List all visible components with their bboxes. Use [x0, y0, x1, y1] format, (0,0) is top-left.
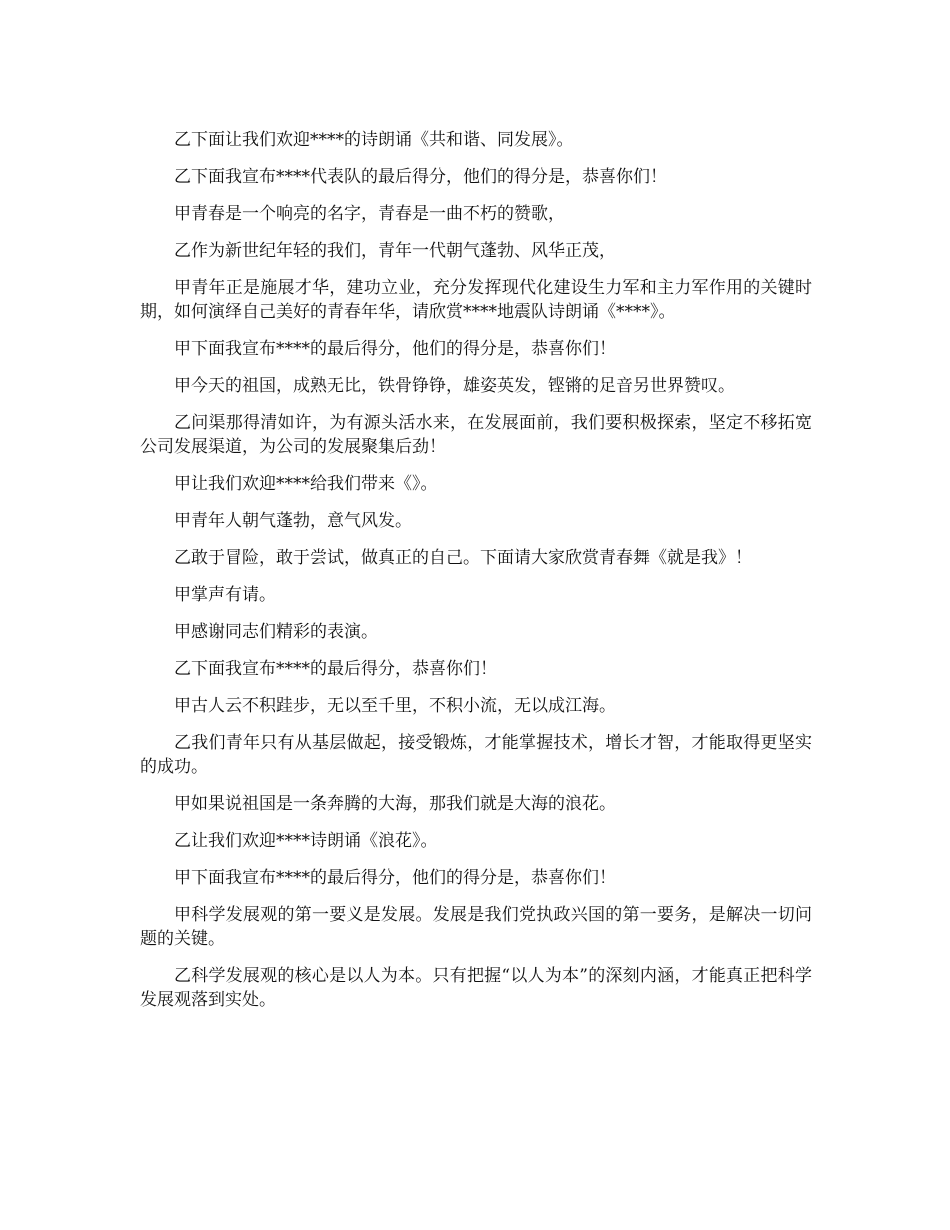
paragraph: 甲感谢同志们精彩的表演。: [174, 622, 378, 642]
paragraph: 甲青春是一个响亮的名字，青春是一曲不朽的赞歌，: [174, 204, 565, 224]
paragraph: 甲青年人朝气蓬勃，意气风发。: [174, 511, 412, 531]
paragraph: 乙下面我宣布****代表队的最后得分，他们的得分是，恭喜你们！: [174, 167, 667, 187]
paragraph: 甲古人云不积跬步，无以至千里，不积小流，无以成江海。: [174, 696, 616, 716]
paragraph: 甲科学发展观的第一要义是发展。发展是我们党执政兴国的第一要务，是解决一切问题的关键。: [140, 905, 812, 949]
paragraph: 乙让我们欢迎****诗朗诵《浪花》。: [174, 831, 438, 851]
paragraph: 乙下面我宣布****的最后得分，恭喜你们！: [174, 659, 497, 679]
paragraph: 乙下面让我们欢迎****的诗朗诵《共和谐、同发展》。: [174, 130, 574, 150]
paragraph: 甲今天的祖国，成熟无比，铁骨铮铮，雄姿英发，铿锵的足音另世界赞叹。: [174, 376, 735, 396]
paragraph: 乙我们青年只有从基层做起，接受锻炼，才能掌握技术，增长才智，才能取得更坚实的成功。: [140, 733, 812, 777]
document-body: [140, 128, 812, 1025]
paragraph: 甲如果说祖国是一条奔腾的大海，那我们就是大海的浪花。: [174, 794, 616, 814]
paragraph: 甲下面我宣布****的最后得分，他们的得分是，恭喜你们！: [174, 339, 616, 359]
paragraph: 甲下面我宣布****的最后得分，他们的得分是，恭喜你们！: [174, 868, 616, 888]
paragraph: 乙敢于冒险，敢于尝试，做真正的自己。下面请大家欣赏青春舞《就是我》！: [174, 548, 752, 568]
paragraph: 甲掌声有请。: [174, 585, 276, 605]
paragraph: 甲让我们欢迎****给我们带来《》。: [174, 474, 438, 494]
paragraph: 乙问渠那得清如许，为有源头活水来，在发展面前，我们要积极探索，坚定不移拓宽公司发展渠道，为公司的发展聚集后劲！: [140, 413, 812, 457]
paragraph: 乙科学发展观的核心是以人为本。只有把握“以人为本”的深刻内涵，才能真正把科学发展观落到实处。: [140, 966, 812, 1010]
paragraph: 乙作为新世纪年轻的我们，青年一代朝气蓬勃、风华正茂，: [174, 241, 616, 261]
paragraph: 甲青年正是施展才华，建功立业，充分发挥现代化建设生力军和主力军作用的关键时期，如何演绎自己美好的青春年华，请欣赏****地震队诗朗诵《****》。: [140, 278, 812, 322]
